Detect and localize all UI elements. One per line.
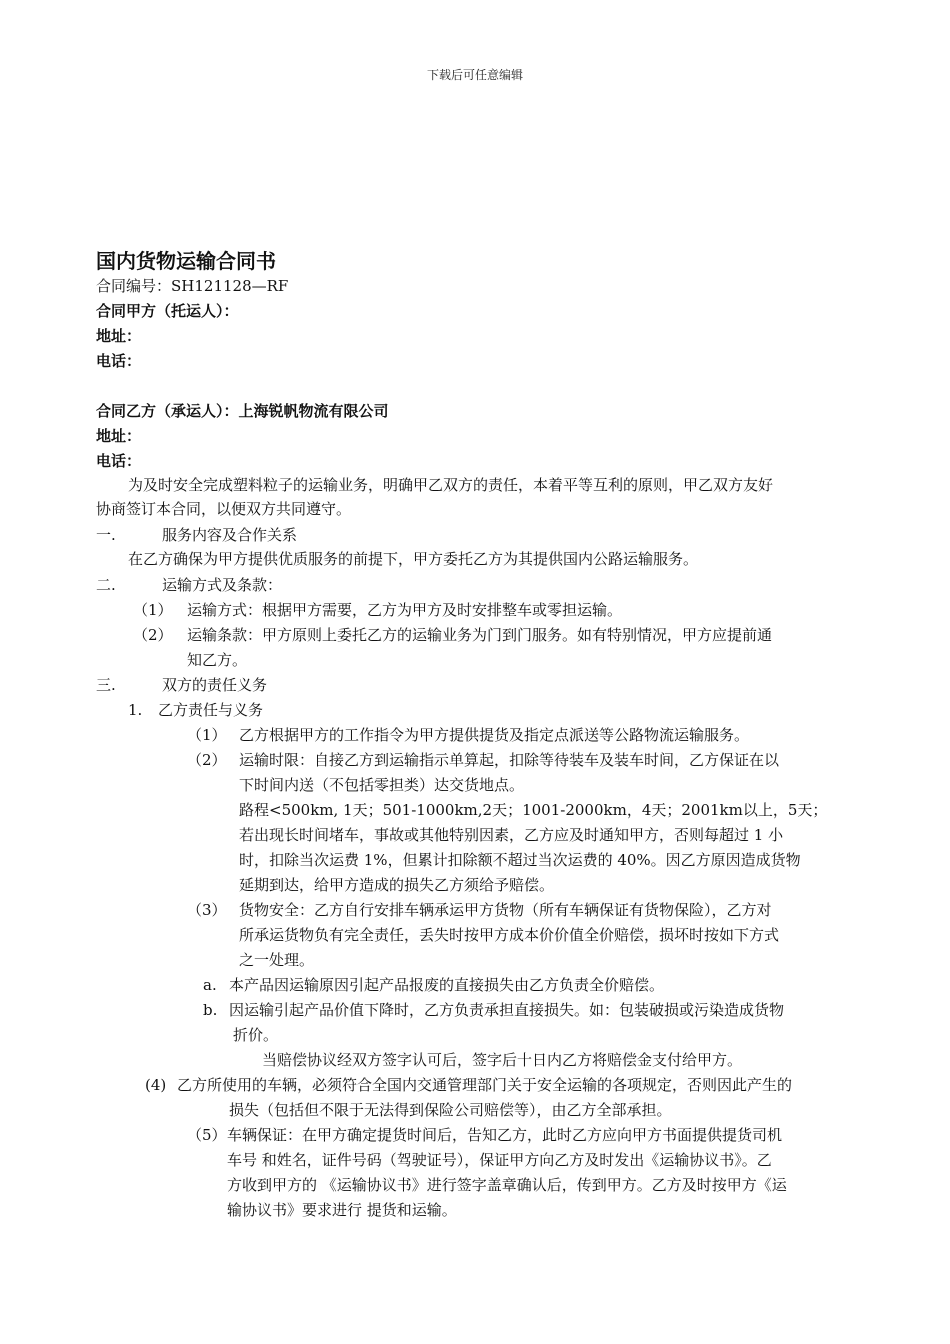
item-number: （1）	[187, 726, 227, 744]
subsection-title: 乙方责任与义务	[158, 701, 264, 719]
section-number: 三.	[96, 676, 116, 694]
item-number: （3）	[187, 901, 227, 919]
item-text: 延期到达，给甲方造成的损失乙方须给予赔偿。	[239, 876, 555, 894]
party-b-phone: 电话：	[96, 452, 142, 470]
item-text: 时，扣除当次运费 1%，但累计扣除额不超过当次运费的 40%。因乙方原因造成货物	[239, 851, 801, 869]
item-text: 损失（包括但不限于无法得到保险公司赔偿等），由乙方全部承担。	[229, 1101, 672, 1119]
item-number: （2）	[187, 751, 227, 769]
item-text: 若出现长时间堵车，事故或其他特别因素，乙方应及时通知甲方，否则每超过 1 小	[239, 826, 784, 844]
section-title: 运输方式及条款：	[162, 576, 283, 594]
section-number: 一.	[96, 526, 116, 544]
item-number: (4)	[145, 1076, 167, 1094]
item-text: 知乙方。	[187, 651, 248, 669]
party-b-label: 合同乙方（承运人）：上海锐帆物流有限公司	[96, 402, 389, 420]
document-title: 国内货物运输合同书	[96, 249, 276, 273]
section-title: 服务内容及合作关系	[162, 526, 298, 544]
item-number: （1）	[133, 601, 173, 619]
header-note: 下载后可任意编辑	[426, 68, 523, 82]
subsection-number: 1.	[128, 701, 143, 719]
subitem-text: 本产品因运输原因引起产品报废的直接损失由乙方负责全价赔偿。	[229, 976, 665, 994]
section-title: 双方的责任义务	[162, 676, 268, 694]
item-text: 方收到甲方的 《运输协议书》进行签字盖章确认后，传到甲方。乙方及时按甲方《运	[227, 1176, 787, 1194]
subitem-text: 折价。	[233, 1026, 279, 1044]
item-text: 运输条款：甲方原则上委托乙方的运输业务为门到门服务。如有特别情况，甲方应提前通	[187, 626, 773, 644]
item-text: 输协议书》要求进行 提货和运输。	[227, 1201, 457, 1219]
item-text: 运输时限：自接乙方到运输指示单算起，扣除等待装车及装车时间，乙方保证在以	[239, 751, 780, 769]
section-body: 在乙方确保为甲方提供优质服务的前提下，甲方委托乙方为其提供国内公路运输服务。	[128, 550, 699, 568]
party-b-address: 地址：	[96, 427, 142, 445]
item-text: 路程<500km, 1天；501-1000km,2天；1001-2000km，4天；2001km以上，5天；	[239, 801, 828, 819]
intro-line: 协商签订本合同，以便双方共同遵守。	[96, 500, 352, 518]
item-text: 货物安全：乙方自行安排车辆承运甲方货物（所有车辆保证有货物保险），乙方对	[239, 901, 772, 919]
section-number: 二.	[96, 576, 116, 594]
contract-number: 合同编号：SH121128—RF	[96, 277, 289, 295]
item-text: 所承运货物负有完全责任，丢失时按甲方成本价价值全价赔偿，损坏时按如下方式	[239, 926, 780, 944]
party-a-phone: 电话：	[96, 352, 142, 370]
subitem-text: 因运输引起产品价值下降时，乙方负责承担直接损失。如：包装破损或污染造成货物	[229, 1001, 785, 1019]
party-a-label: 合同甲方（托运人）：	[96, 302, 239, 320]
subitem-letter: a.	[203, 976, 217, 994]
subitem-letter: b.	[203, 1001, 218, 1019]
intro-line: 为及时安全完成塑料粒子的运输业务，明确甲乙双方的责任，本着平等互利的原则，甲乙双方友好	[128, 476, 774, 494]
item-text: 下时间内送（不包括零担类）达交货地点。	[239, 776, 525, 794]
item-text: 车号 和姓名，证件号码（驾驶证号），保证甲方向乙方及时发出《运输协议书》。乙	[227, 1151, 772, 1169]
item-text: 车辆保证：在甲方确定提货时间后，告知乙方，此时乙方应向甲方书面提供提货司机	[227, 1126, 783, 1144]
item-number: （5）	[187, 1126, 227, 1144]
item-text: 乙方所使用的车辆，必须符合全国内交通管理部门关于安全运输的各项规定，否则因此产生的	[177, 1076, 793, 1094]
item-number: （2）	[133, 626, 173, 644]
party-a-address: 地址：	[96, 327, 142, 345]
item-text: 当赔偿协议经双方签字认可后，签字后十日内乙方将赔偿金支付给甲方。	[262, 1051, 743, 1069]
item-text: 运输方式：根据甲方需要，乙方为甲方及时安排整车或零担运输。	[187, 601, 623, 619]
item-text: 乙方根据甲方的工作指令为甲方提供提货及指定点派送等公路物流运输服务。	[239, 726, 750, 744]
item-text: 之一处理。	[239, 951, 315, 969]
